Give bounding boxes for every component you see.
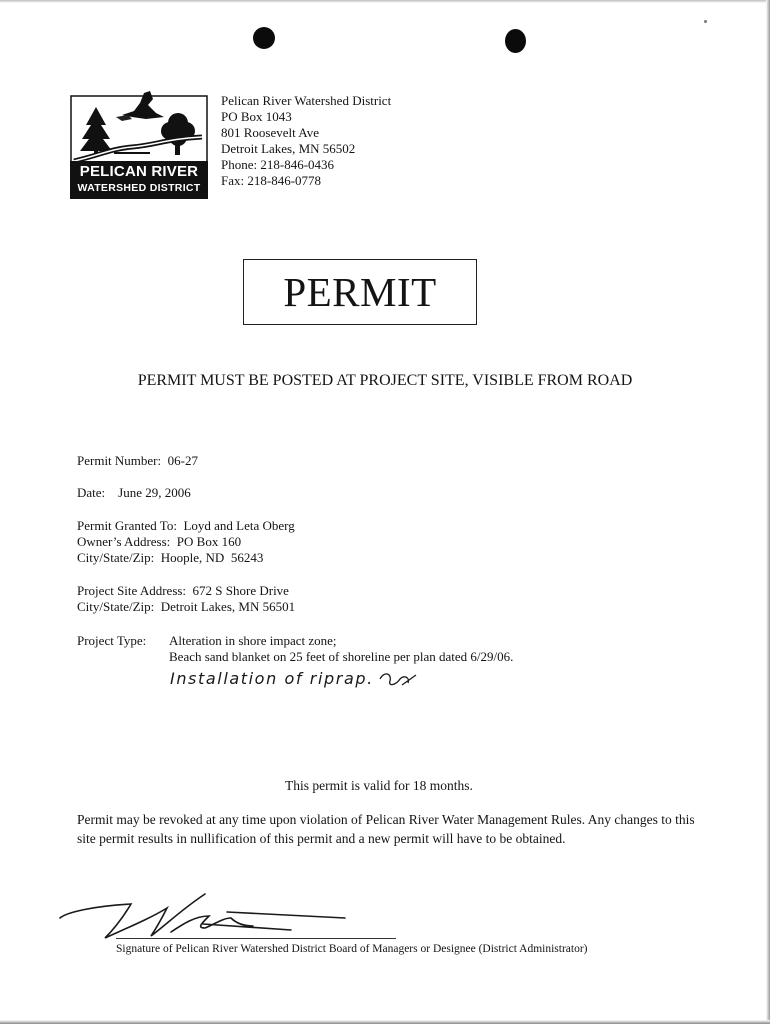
signature-line bbox=[116, 938, 396, 939]
page-edge-top bbox=[0, 0, 770, 3]
page-edge-bottom bbox=[0, 1020, 770, 1024]
address-phone: Phone: 218-846-0436 bbox=[221, 157, 335, 172]
punch-hole-right bbox=[505, 29, 526, 53]
signature-caption: Signature of Pelican River Watershed District Board of Managers or Designee (District Administrator) bbox=[116, 943, 588, 955]
posting-notice: PERMIT MUST BE POSTED AT PROJECT SITE, VISIBLE FROM ROAD bbox=[137, 372, 633, 389]
permit-title-box bbox=[243, 259, 477, 325]
address-city: Detroit Lakes, MN 56502 bbox=[221, 141, 356, 156]
district-logo bbox=[70, 91, 208, 199]
district-address-block bbox=[221, 93, 391, 189]
project-site-city-state-zip: City/State/Zip: Detroit Lakes, MN 56501 bbox=[77, 599, 296, 614]
page-edge-right bbox=[766, 0, 770, 1024]
address-street: 801 Roosevelt Ave bbox=[221, 125, 319, 140]
permit-granted-to: Permit Granted To: Loyd and Leta Oberg bbox=[77, 518, 295, 533]
validity-statement: This permit is valid for 18 months. bbox=[285, 778, 473, 793]
project-type-label: Project Type: bbox=[77, 633, 147, 648]
project-type-line1: Alteration in shore impact zone; bbox=[169, 633, 337, 648]
scan-speck bbox=[704, 20, 707, 23]
logo-text-line2: WATERSHED DISTRICT bbox=[77, 182, 201, 194]
permit-date: Date: June 29, 2006 bbox=[77, 485, 191, 500]
revocation-paragraph: Permit may be revoked at any time upon violation of Pelican River Water Management Rules. Any changes to this site permit results in nullification of this permit and a new permit will have to be obtained. bbox=[77, 812, 695, 846]
permit-title: PERMIT bbox=[283, 269, 437, 315]
address-fax: Fax: 218-846-0778 bbox=[221, 173, 322, 188]
address-org-name: Pelican River Watershed District bbox=[221, 93, 392, 108]
handwritten-note bbox=[170, 667, 432, 700]
handwritten-note-drawing bbox=[170, 667, 432, 695]
project-site-address: Project Site Address: 672 S Shore Drive bbox=[77, 583, 289, 598]
project-type-line2: Beach sand blanket on 25 feet of shoreline per plan dated 6/29/06. bbox=[169, 649, 514, 664]
handwritten-note-text: Installation of riprap. bbox=[170, 669, 374, 688]
owner-address: Owner’s Address: PO Box 160 bbox=[77, 534, 242, 549]
punch-hole-left bbox=[253, 27, 275, 49]
logo-text-block bbox=[70, 161, 208, 199]
logo-text-line1: PELICAN RIVER bbox=[79, 163, 199, 180]
logo-artwork bbox=[70, 91, 208, 163]
owner-city-state-zip: City/State/Zip: Hoople, ND 56243 bbox=[77, 550, 264, 565]
address-po-box: PO Box 1043 bbox=[221, 109, 292, 124]
permit-number: Permit Number: 06-27 bbox=[77, 453, 198, 468]
